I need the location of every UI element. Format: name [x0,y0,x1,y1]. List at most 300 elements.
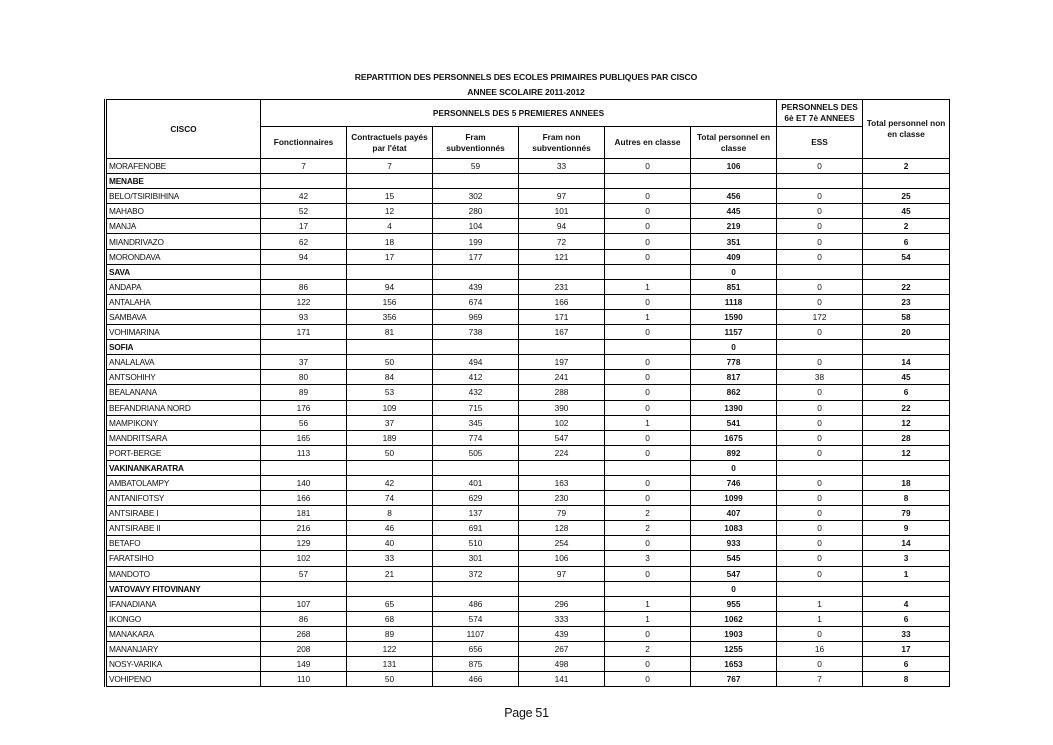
cell-autres: 0 [605,566,691,581]
cisco-name: ANTSIRABE I [106,506,261,521]
cell-fonctionnaires: 89 [261,385,347,400]
cell-fram-sub: 738 [433,325,519,340]
cell-fram-non-sub: 333 [519,611,605,626]
cisco-name: ANTANIFOTSY [106,491,261,506]
cell-contractuels: 7 [347,159,433,174]
cell-total-class: 106 [691,159,777,174]
cell-fonctionnaires [261,264,347,279]
cell-fonctionnaires: 149 [261,657,347,672]
cell-total-non-class: 8 [863,672,950,687]
cell-autres: 0 [605,294,691,309]
cell-fonctionnaires: 113 [261,445,347,460]
cell-total-class: 1118 [691,294,777,309]
cell-ess: 1 [777,611,863,626]
cell-fram-sub: 432 [433,385,519,400]
cell-fonctionnaires: 171 [261,325,347,340]
cell-contractuels: 50 [347,355,433,370]
cell-autres: 0 [605,430,691,445]
cell-fram-sub: 104 [433,219,519,234]
region-row [106,264,950,279]
cell-total-non-class: 3 [863,551,950,566]
cell-fram-sub: 656 [433,642,519,657]
cell-ess [777,264,863,279]
cell-ess: 16 [777,642,863,657]
cell-fram-sub: 59 [433,159,519,174]
cisco-name: MANJA [106,219,261,234]
cell-total-class: 746 [691,475,777,490]
cell-total-non-class: 28 [863,430,950,445]
cell-fram-sub: 969 [433,309,519,324]
cell-total-class [691,174,777,189]
cell-ess [777,460,863,475]
cell-ess: 0 [777,430,863,445]
cell-contractuels: 68 [347,611,433,626]
cell-contractuels: 50 [347,445,433,460]
cell-total-non-class: 58 [863,309,950,324]
cell-contractuels [347,174,433,189]
cell-ess: 0 [777,475,863,490]
cell-fonctionnaires: 52 [261,204,347,219]
table-row [106,204,950,219]
cell-fonctionnaires: 86 [261,279,347,294]
cell-total-non-class: 6 [863,234,950,249]
cell-total-non-class: 12 [863,445,950,460]
cell-ess [777,174,863,189]
cell-total-non-class: 12 [863,415,950,430]
cell-fram-non-sub: 33 [519,159,605,174]
cell-autres: 0 [605,475,691,490]
cell-ess: 0 [777,491,863,506]
cell-total-non-class: 45 [863,370,950,385]
cell-fram-sub [433,581,519,596]
cell-fram-non-sub: 79 [519,506,605,521]
cell-autres: 0 [605,626,691,641]
cell-contractuels: 356 [347,309,433,324]
cell-fram-non-sub: 72 [519,234,605,249]
cell-total-non-class: 6 [863,657,950,672]
cell-ess: 1 [777,596,863,611]
cell-contractuels: 81 [347,325,433,340]
table-row [106,385,950,400]
cell-fram-sub: 372 [433,566,519,581]
cell-fram-sub: 199 [433,234,519,249]
cell-fram-sub: 486 [433,596,519,611]
cell-fram-non-sub: 390 [519,400,605,415]
cell-ess: 0 [777,325,863,340]
cell-total-class: 445 [691,204,777,219]
cell-total-non-class: 2 [863,219,950,234]
cell-total-class: 456 [691,189,777,204]
cell-ess: 0 [777,294,863,309]
header-total-non-class: Total personnel non en classe [863,100,950,159]
cell-fonctionnaires: 110 [261,672,347,687]
cell-autres [605,264,691,279]
cisco-name: BEFANDRIANA NORD [106,400,261,415]
cell-ess: 0 [777,521,863,536]
cell-ess: 0 [777,159,863,174]
cell-autres: 0 [605,400,691,415]
cell-contractuels: 94 [347,279,433,294]
cell-fram-sub: 505 [433,445,519,460]
cisco-name: BETAFO [106,536,261,551]
header-group-67-years: PERSONNELS DES 6è ET 7è ANNEES [777,100,863,127]
cell-total-class: 0 [691,264,777,279]
cell-total-class: 778 [691,355,777,370]
cell-total-class: 933 [691,536,777,551]
cell-fram-non-sub: 94 [519,219,605,234]
cell-fonctionnaires: 122 [261,294,347,309]
cell-fram-sub: 439 [433,279,519,294]
cell-fram-non-sub [519,460,605,475]
cisco-name: MANDRITSARA [106,430,261,445]
cell-autres: 1 [605,415,691,430]
cell-total-non-class: 54 [863,249,950,264]
cell-fram-sub: 412 [433,370,519,385]
cell-contractuels: 109 [347,400,433,415]
cell-contractuels [347,340,433,355]
cell-fram-sub: 691 [433,521,519,536]
cell-ess: 7 [777,672,863,687]
cell-fram-non-sub: 231 [519,279,605,294]
cell-total-class: 955 [691,596,777,611]
cell-autres: 0 [605,536,691,551]
cell-ess: 0 [777,400,863,415]
report-titles [104,70,948,100]
region-row [106,174,950,189]
cell-ess: 0 [777,204,863,219]
cell-contractuels: 131 [347,657,433,672]
cell-autres [605,340,691,355]
cell-fonctionnaires: 62 [261,234,347,249]
cell-fonctionnaires: 268 [261,626,347,641]
cisco-name: MANDOTO [106,566,261,581]
cell-fonctionnaires: 107 [261,596,347,611]
cell-contractuels: 50 [347,672,433,687]
cell-ess: 0 [777,566,863,581]
cell-contractuels: 189 [347,430,433,445]
cell-ess: 0 [777,657,863,672]
cell-fram-non-sub: 254 [519,536,605,551]
cell-fonctionnaires: 129 [261,536,347,551]
cell-autres: 2 [605,506,691,521]
cell-fram-sub: 1107 [433,626,519,641]
cell-contractuels: 65 [347,596,433,611]
region-row [106,340,950,355]
cisco-name: SOFIA [106,340,261,355]
cell-total-class: 409 [691,249,777,264]
cell-total-class: 851 [691,279,777,294]
cell-fram-non-sub: 141 [519,672,605,687]
cell-fram-non-sub: 296 [519,596,605,611]
cell-total-class: 219 [691,219,777,234]
cell-total-non-class: 25 [863,189,950,204]
cell-fram-sub: 875 [433,657,519,672]
cell-ess: 38 [777,370,863,385]
cell-fram-sub: 674 [433,294,519,309]
cell-contractuels: 40 [347,536,433,551]
cell-fram-non-sub [519,581,605,596]
cell-total-non-class: 22 [863,400,950,415]
cell-ess: 0 [777,279,863,294]
cell-contractuels [347,460,433,475]
cell-contractuels: 53 [347,385,433,400]
table-row [106,596,950,611]
cell-total-class: 1157 [691,325,777,340]
cell-total-non-class: 6 [863,385,950,400]
cell-total-non-class: 20 [863,325,950,340]
cell-fonctionnaires [261,460,347,475]
cell-total-non-class: 6 [863,611,950,626]
cell-fonctionnaires: 57 [261,566,347,581]
cisco-name: SAVA [106,264,261,279]
cell-fram-non-sub: 439 [519,626,605,641]
cisco-name: IKONGO [106,611,261,626]
cell-ess: 0 [777,536,863,551]
cell-fonctionnaires [261,581,347,596]
table-row [106,672,950,687]
cisco-name: VATOVAVY FITOVINANY [106,581,261,596]
cell-total-non-class [863,460,950,475]
cell-fram-non-sub: 498 [519,657,605,672]
cell-autres [605,460,691,475]
cell-contractuels [347,264,433,279]
cell-fonctionnaires: 165 [261,430,347,445]
cell-total-class: 541 [691,415,777,430]
cell-fram-non-sub: 197 [519,355,605,370]
cell-autres [605,174,691,189]
cell-fram-sub [433,174,519,189]
cell-contractuels: 42 [347,475,433,490]
cell-autres: 0 [605,491,691,506]
cell-total-non-class [863,174,950,189]
cell-autres: 1 [605,596,691,611]
table-row [106,521,950,536]
cell-ess: 0 [777,234,863,249]
cell-fram-non-sub: 101 [519,204,605,219]
cisco-name: SAMBAVA [106,309,261,324]
cell-total-non-class: 17 [863,642,950,657]
cell-fram-non-sub: 547 [519,430,605,445]
table-row [106,309,950,324]
cell-ess: 0 [777,626,863,641]
region-row [106,460,950,475]
header-total-class: Total personnel en classe [691,127,777,159]
cisco-name: AMBATOLAMPY [106,475,261,490]
cell-fonctionnaires: 102 [261,551,347,566]
table-row [106,249,950,264]
cisco-name: ANDAPA [106,279,261,294]
header-ess: ESS [777,127,863,159]
cell-contractuels: 4 [347,219,433,234]
cisco-name: VOHIMARINA [106,325,261,340]
cell-total-non-class: 14 [863,536,950,551]
cell-fram-non-sub: 230 [519,491,605,506]
cell-total-class: 1083 [691,521,777,536]
cell-total-class: 1653 [691,657,777,672]
cell-ess: 0 [777,445,863,460]
table-row [106,445,950,460]
cell-total-class: 0 [691,581,777,596]
cell-ess: 0 [777,189,863,204]
cell-fram-sub: 401 [433,475,519,490]
cell-fram-non-sub: 97 [519,189,605,204]
cell-autres: 1 [605,611,691,626]
cell-fram-non-sub: 267 [519,642,605,657]
cell-fram-non-sub [519,174,605,189]
table-row [106,294,950,309]
cell-fram-non-sub: 171 [519,309,605,324]
cell-autres: 0 [605,249,691,264]
cell-fram-non-sub: 224 [519,445,605,460]
cell-total-class: 0 [691,460,777,475]
cell-fonctionnaires: 7 [261,159,347,174]
cisco-name: ANALALAVA [106,355,261,370]
table-row [106,325,950,340]
cell-contractuels: 15 [347,189,433,204]
cell-fonctionnaires: 17 [261,219,347,234]
cell-autres: 0 [605,355,691,370]
cell-fram-non-sub: 241 [519,370,605,385]
cisco-name: BEALANANA [106,385,261,400]
cell-fram-non-sub: 163 [519,475,605,490]
table-row [106,370,950,385]
cell-ess: 0 [777,355,863,370]
header-cisco: CISCO [106,100,261,159]
cell-total-class: 1062 [691,611,777,626]
cell-ess: 0 [777,219,863,234]
header-fram-non-sub: Fram non subventionnés [519,127,605,159]
cell-fram-non-sub: 97 [519,566,605,581]
cisco-name: ANTSOHIHY [106,370,261,385]
report-title: REPARTITION DES PERSONNELS DES ECOLES PRIMAIRES PUBLIQUES PAR CISCO [354,72,698,82]
cell-fram-sub: 574 [433,611,519,626]
cisco-name: ANTALAHA [106,294,261,309]
cell-total-non-class: 33 [863,626,950,641]
cell-contractuels: 18 [347,234,433,249]
cell-contractuels: 122 [347,642,433,657]
cell-autres [605,581,691,596]
cell-fram-non-sub: 167 [519,325,605,340]
cell-total-class: 351 [691,234,777,249]
cisco-name: MIANDRIVAZO [106,234,261,249]
cisco-name: BELO/TSIRIBIHINA [106,189,261,204]
cell-fonctionnaires: 80 [261,370,347,385]
table-row [106,234,950,249]
cell-fonctionnaires: 176 [261,400,347,415]
cell-contractuels [347,581,433,596]
cell-fonctionnaires: 42 [261,189,347,204]
cell-fonctionnaires: 140 [261,475,347,490]
cell-fram-sub [433,340,519,355]
cisco-name: ANTSIRABE II [106,521,261,536]
table-row [106,626,950,641]
cell-autres: 1 [605,309,691,324]
cell-fram-sub: 494 [433,355,519,370]
cell-autres: 3 [605,551,691,566]
cisco-name: PORT-BERGE [106,445,261,460]
personnel-table [104,99,950,687]
cell-contractuels: 89 [347,626,433,641]
table-row [106,219,950,234]
cell-total-non-class: 22 [863,279,950,294]
cell-fram-non-sub: 106 [519,551,605,566]
cell-ess [777,340,863,355]
cell-fram-sub: 280 [433,204,519,219]
cell-autres: 0 [605,325,691,340]
cell-total-class: 767 [691,672,777,687]
page-number: Page 51 [504,706,549,720]
cell-contractuels: 12 [347,204,433,219]
cell-total-class: 407 [691,506,777,521]
cell-total-non-class: 2 [863,159,950,174]
cell-fonctionnaires: 166 [261,491,347,506]
cell-autres: 2 [605,642,691,657]
cell-autres: 0 [605,204,691,219]
table-row [106,430,950,445]
cell-contractuels: 37 [347,415,433,430]
cisco-name: MAMPIKONY [106,415,261,430]
cell-ess: 0 [777,385,863,400]
cell-contractuels: 74 [347,491,433,506]
cell-total-non-class: 1 [863,566,950,581]
cell-total-non-class: 79 [863,506,950,521]
cell-contractuels: 46 [347,521,433,536]
cell-total-class: 1099 [691,491,777,506]
cell-total-non-class: 14 [863,355,950,370]
header-fonctionnaires: Fonctionnaires [261,127,347,159]
cisco-name: MORAFENOBE [106,159,261,174]
table-row [106,657,950,672]
cell-fram-sub: 774 [433,430,519,445]
cell-total-non-class: 4 [863,596,950,611]
region-row [106,581,950,596]
cell-fram-sub: 629 [433,491,519,506]
cell-fonctionnaires: 37 [261,355,347,370]
cisco-name: MAHABO [106,204,261,219]
cell-fram-non-sub: 288 [519,385,605,400]
table-row [106,491,950,506]
cisco-name: IFANADIANA [106,596,261,611]
table-row [106,415,950,430]
cell-autres: 2 [605,521,691,536]
cell-total-non-class: 18 [863,475,950,490]
cell-contractuels: 21 [347,566,433,581]
cell-contractuels: 8 [347,506,433,521]
table-row [106,475,950,490]
cell-fram-sub [433,460,519,475]
cell-ess: 172 [777,309,863,324]
table-row [106,611,950,626]
cell-autres: 0 [605,672,691,687]
header-autres: Autres en classe [605,127,691,159]
table-row [106,279,950,294]
cell-fram-sub: 137 [433,506,519,521]
cell-total-class: 545 [691,551,777,566]
table-row [106,566,950,581]
cell-fonctionnaires: 56 [261,415,347,430]
cell-contractuels: 84 [347,370,433,385]
cell-fram-sub: 715 [433,400,519,415]
cell-contractuels: 156 [347,294,433,309]
table-row [106,159,950,174]
cell-ess: 0 [777,551,863,566]
header-contractuels: Contractuels payés par l'état [347,127,433,159]
cell-total-class: 862 [691,385,777,400]
cell-total-class: 1903 [691,626,777,641]
cisco-name: VAKINANKARATRA [106,460,261,475]
cell-total-non-class [863,340,950,355]
cell-ess [777,581,863,596]
